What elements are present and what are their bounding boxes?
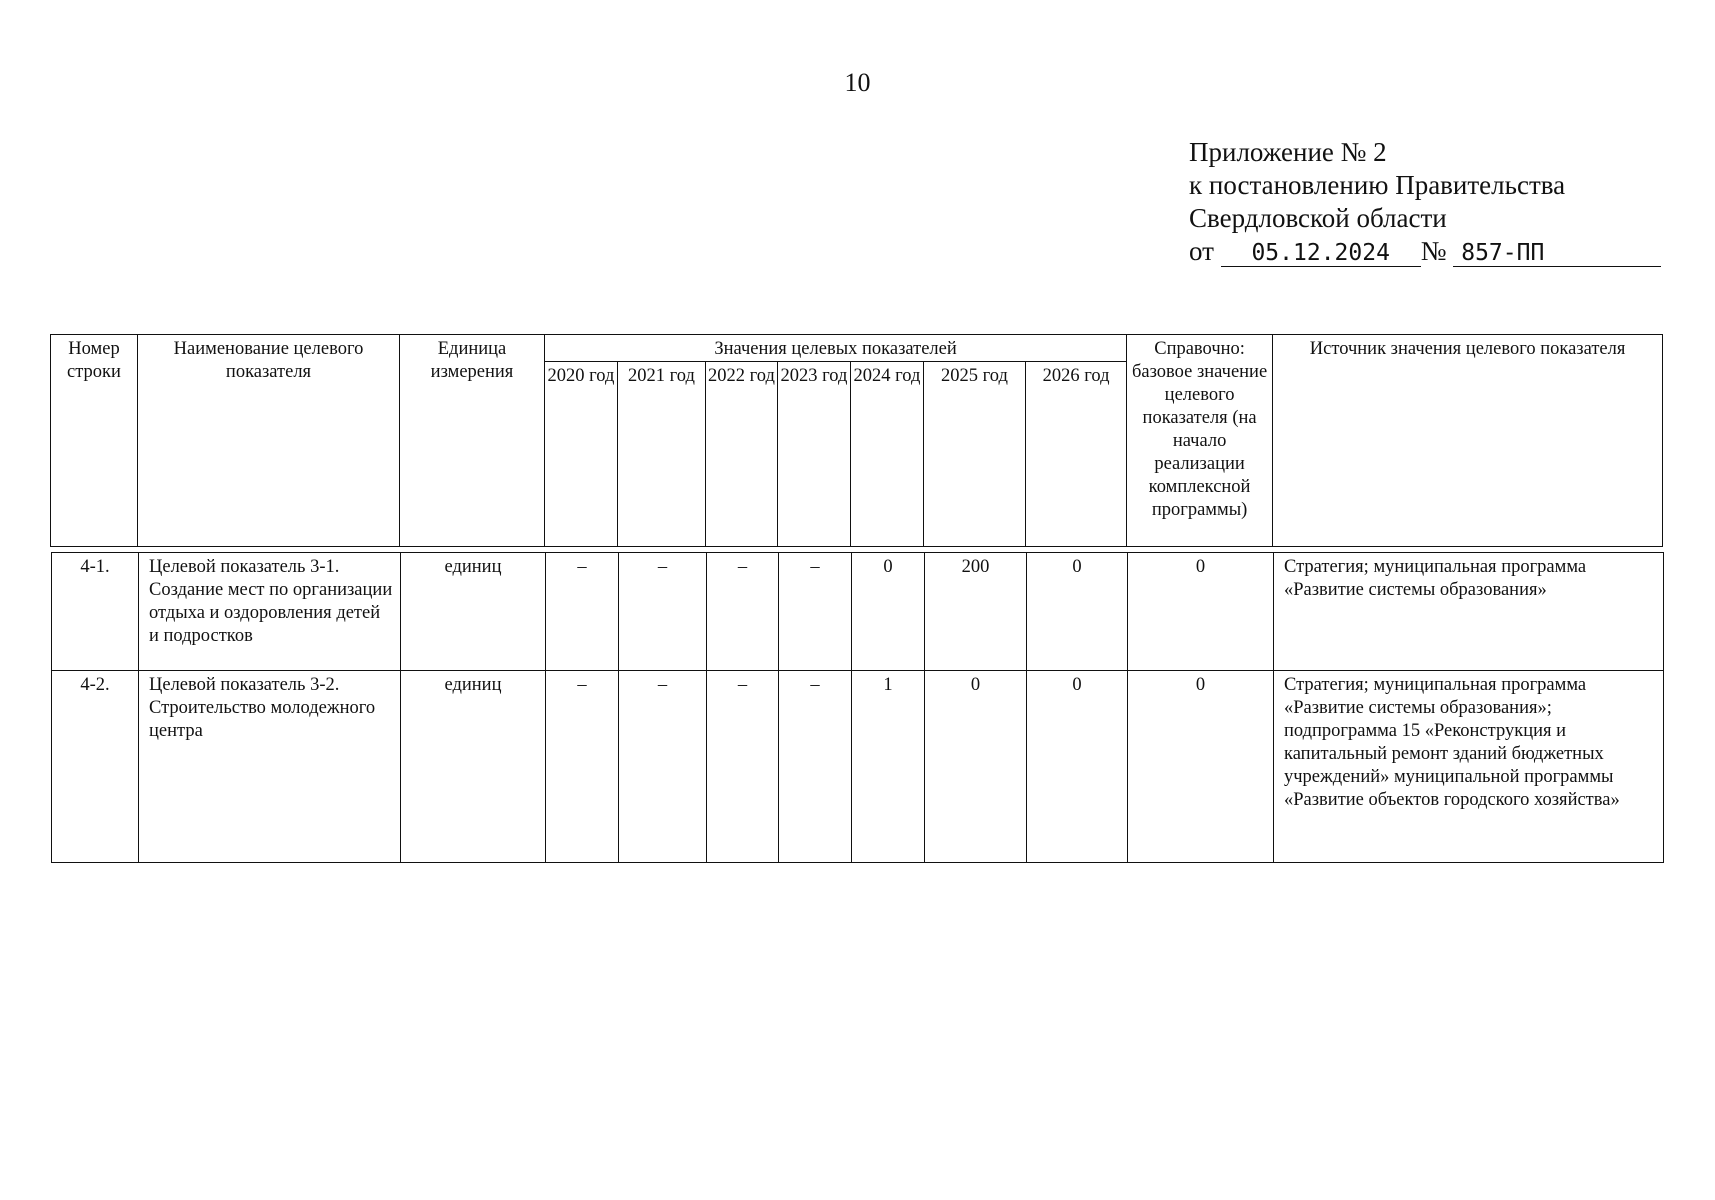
appendix-line-2: к постановлению Правительства [1189, 170, 1566, 200]
header-unit: Единица измерения [400, 335, 545, 547]
number-label: № [1420, 236, 1447, 266]
decree-number: 857-ПП [1453, 240, 1661, 267]
unit-cell: единиц [401, 553, 546, 671]
reference-cell: 0 [1128, 553, 1274, 671]
source-cell: Стратегия; муниципальная программа «Развитие системы образования» [1274, 553, 1664, 671]
value-cell: – [619, 553, 707, 671]
header-year: 2021 год [618, 362, 706, 547]
value-cell: 0 [1027, 553, 1128, 671]
header-year: 2024 год [851, 362, 924, 547]
row-number: 4-1. [52, 553, 139, 671]
header-reference: Справочно: базовое значение целевого показателя (на начало реализации комплексной программы) [1127, 335, 1273, 547]
value-cell: 1 [852, 671, 925, 863]
table-body [51, 552, 1664, 863]
reference-cell: 0 [1128, 671, 1274, 863]
value-cell: 200 [925, 553, 1027, 671]
value-cell: 0 [1027, 671, 1128, 863]
header-year: 2022 год [706, 362, 778, 547]
indicator-name: Целевой показатель 3-2. Строительство молодежного центра [139, 671, 401, 863]
header-year: 2020 год [545, 362, 618, 547]
appendix-line-3: Свердловской области [1189, 203, 1447, 233]
row-number: 4-2. [52, 671, 139, 863]
appendix-date-line [1189, 235, 1661, 268]
decree-date: 05.12.2024 [1221, 240, 1421, 267]
table-row [52, 553, 1664, 671]
header-indicator-name: Наименование целевого показателя [138, 335, 400, 547]
from-label: от [1189, 236, 1214, 266]
value-cell: – [707, 671, 779, 863]
value-cell: – [546, 553, 619, 671]
value-cell: – [619, 671, 707, 863]
value-cell: – [779, 553, 852, 671]
page-number: 10 [844, 68, 871, 97]
source-cell: Стратегия; муниципальная программа «Развитие системы образования»; подпрограмма 15 «Реконструкция и капитальный ремонт зданий бюджетных учреждений» муниципальной программы «Развитие объектов городского хозяйства» [1274, 671, 1664, 863]
appendix-block [1189, 136, 1661, 268]
header-year: 2025 год [924, 362, 1026, 547]
appendix-title: Приложение № 2 [1189, 137, 1387, 167]
header-year: 2026 год [1026, 362, 1127, 547]
value-cell: – [707, 553, 779, 671]
value-cell: 0 [852, 553, 925, 671]
header-values-group: Значения целевых показателей [545, 335, 1127, 362]
table-row [52, 671, 1664, 863]
value-cell: – [779, 671, 852, 863]
header-row-number: Номер строки [51, 335, 138, 547]
table-header [50, 334, 1663, 547]
header-source: Источник значения целевого показателя [1273, 335, 1663, 547]
header-year: 2023 год [778, 362, 851, 547]
value-cell: – [546, 671, 619, 863]
indicator-name: Целевой показатель 3-1. Создание мест по организации отдыха и оздоровления детей и подростков [139, 553, 401, 671]
unit-cell: единиц [401, 671, 546, 863]
value-cell: 0 [925, 671, 1027, 863]
